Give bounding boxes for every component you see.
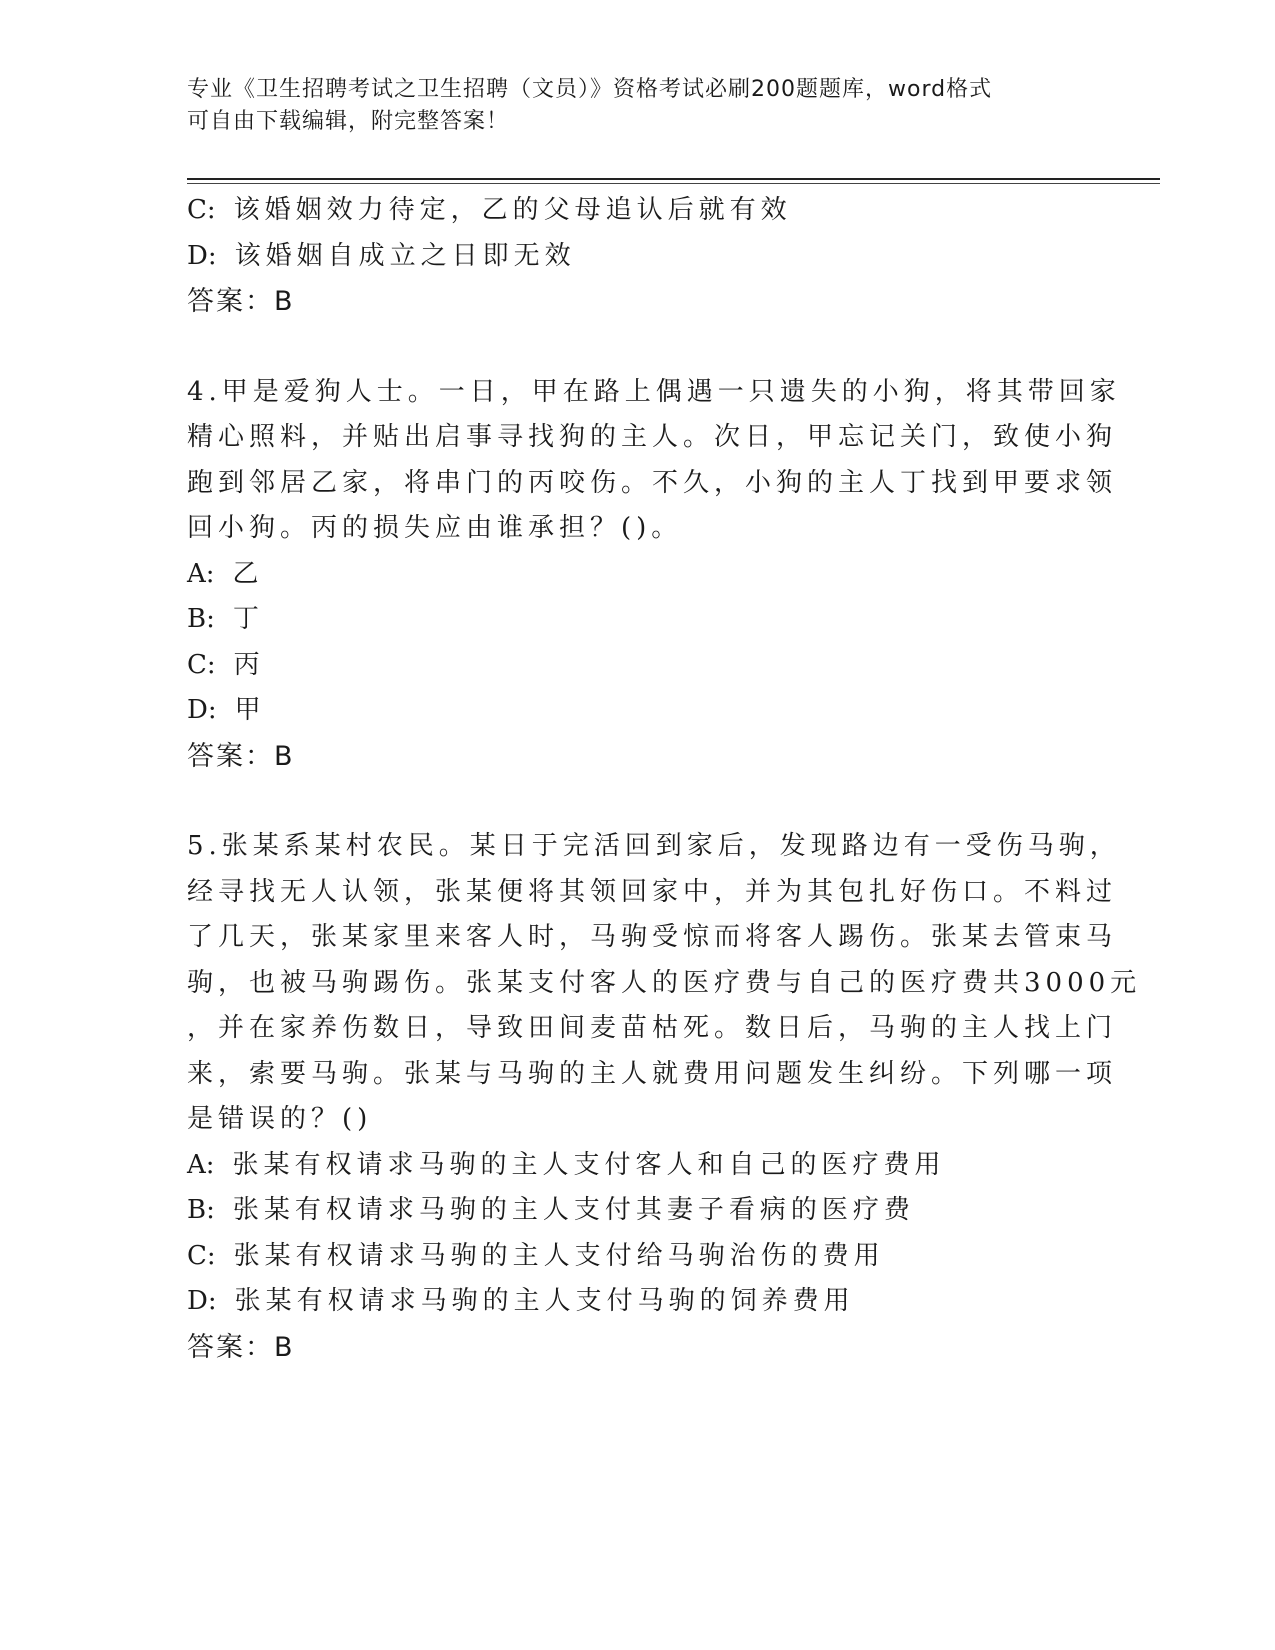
question-text xyxy=(187,824,1142,1143)
question-line: 来，索要马驹。张某与马驹的主人就费用问题发生纠纷。下列哪一项 xyxy=(187,1058,1118,1089)
question-line: 5.张某系某村农民。某日于完活回到家后，发现路边有一受伤马驹， xyxy=(187,831,1121,861)
option-c: C: 张某有权请求马驹的主人支付给马驹治伤的费用 xyxy=(187,1240,885,1271)
header-divider-thick xyxy=(187,178,1160,180)
question-4 xyxy=(187,370,1121,780)
option-a: A: 张某有权请求马驹的主人支付客人和自己的医疗费用 xyxy=(187,1149,946,1180)
option-c: C: 该婚姻效力待定，乙的父母追认后就有效 xyxy=(187,195,792,225)
question-line: 了几天，张某家里来客人时，马驹受惊而将客人踢伤。张某去管束马 xyxy=(187,922,1118,952)
header-line-2: 可自由下载编辑，附完整答案！ xyxy=(187,109,510,134)
question-line: 回小狗。丙的损失应由谁承担？()。 xyxy=(187,513,683,543)
question-line: 精心照料，并贴出启事寻找狗的主人。次日，甲忘记关门，致使小狗 xyxy=(187,422,1118,452)
option-c: C: 丙 xyxy=(187,649,265,680)
question-line: 驹，也被马驹踢伤。张某支付客人的医疗费与自己的医疗费共3000元 xyxy=(187,967,1142,998)
option-b: B: 丁 xyxy=(187,604,264,634)
question-line: 是错误的？() xyxy=(187,1104,373,1134)
question-line: 跑到邻居乙家，将串门的丙咬伤。不久，小狗的主人丁找到甲要求领 xyxy=(187,467,1118,498)
answer-line: 答案：B xyxy=(187,740,295,772)
document-header xyxy=(187,74,1087,138)
question-line: ，并在家养伤数日，导致田间麦苗枯死。数日后，马驹的主人找上门 xyxy=(187,1013,1118,1043)
header-line-1: 专业《卫生招聘考试之卫生招聘（文员）》资格考试必刷200题题库，word格式 xyxy=(187,77,993,102)
question-line: 经寻找无人认领，张某便将其领回家中，并为其包扎好伤口。不料过 xyxy=(187,876,1118,907)
question-text xyxy=(187,370,1121,552)
option-b: B: 张某有权请求马驹的主人支付其妻子看病的医疗费 xyxy=(187,1195,915,1225)
option-a: A: 乙 xyxy=(187,558,264,589)
header-divider-thin xyxy=(187,183,1160,184)
option-d: D: 张某有权请求马驹的主人支付马驹的饲养费用 xyxy=(187,1286,855,1316)
question-5 xyxy=(187,824,1142,1370)
option-d: D: 甲 xyxy=(187,695,266,725)
answer-line: 答案：B xyxy=(187,286,295,317)
document-body xyxy=(187,188,1142,1370)
option-d: D: 该婚姻自成立之日即无效 xyxy=(187,240,576,271)
answer-line: 答案：B xyxy=(187,1331,295,1363)
question-line: 4.甲是爱狗人士。一日，甲在路上偶遇一只遗失的小狗，将其带回家 xyxy=(187,376,1121,407)
question-3-tail xyxy=(187,188,1087,325)
